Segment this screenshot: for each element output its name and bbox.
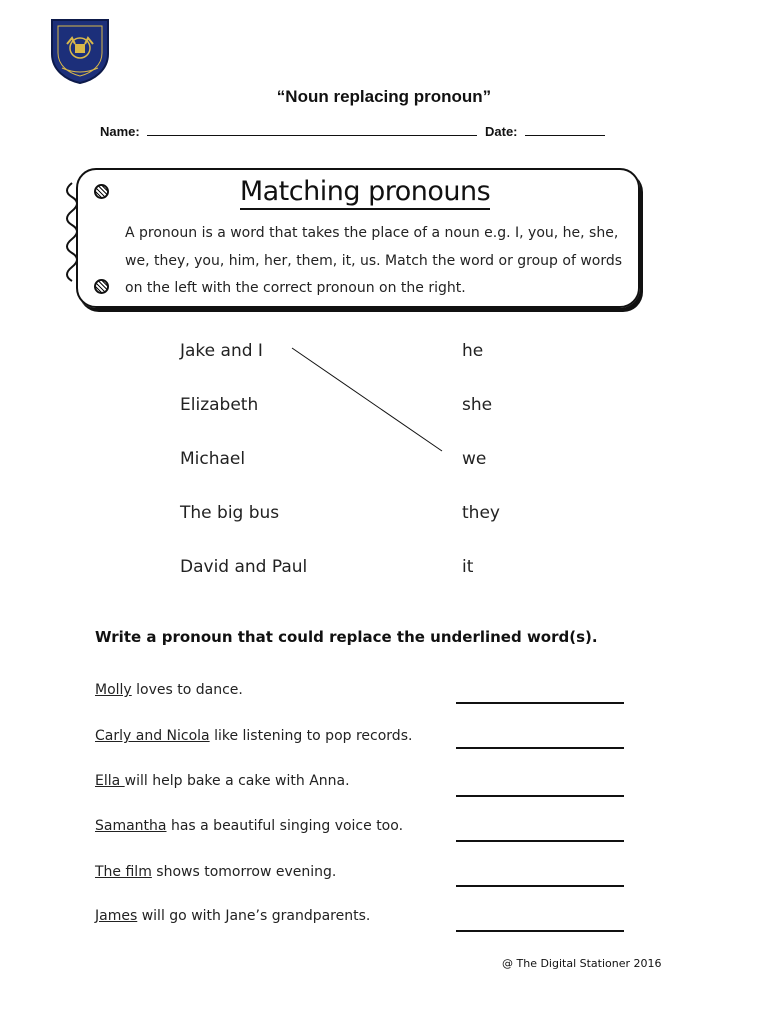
- sentence-rest: shows tomorrow evening.: [151, 864, 337, 880]
- exercise-instruction: Write a pronoun that could replace the underlined word(s).: [95, 628, 598, 646]
- name-label: Name:: [100, 124, 140, 139]
- match-left-item: Michael: [180, 449, 246, 469]
- copyright-credit: @ The Digital Stationer 2016: [502, 957, 662, 970]
- exercise-sentence: [95, 773, 350, 789]
- exercise-sentence: [95, 864, 336, 880]
- sentence-rest: like listening to pop records.: [209, 728, 413, 744]
- exercise-sentence: [95, 818, 403, 834]
- exercise-sentence: [95, 682, 243, 698]
- answer-line[interactable]: [456, 795, 624, 797]
- match-right-item: he: [462, 341, 484, 361]
- answer-line[interactable]: [456, 702, 624, 704]
- underlined-noun: The film: [95, 864, 152, 880]
- underlined-noun: James: [95, 908, 138, 924]
- match-right-item: we: [462, 449, 487, 469]
- card-body-text: A pronoun is a word that takes the place of a noun e.g. I, you, he, she, we, they, you, him, her, them, it, us. Match the word or group of words on the left with the correct pronoun on the right.: [125, 225, 623, 296]
- date-label: Date:: [485, 124, 518, 139]
- exercise-sentence: [95, 908, 370, 924]
- answer-line[interactable]: [456, 930, 624, 932]
- card-title-text: Matching pronouns: [240, 176, 490, 210]
- sentence-rest: will help bake a cake with Anna.: [124, 773, 350, 789]
- match-right-item: she: [462, 395, 493, 415]
- answer-line[interactable]: [456, 747, 624, 749]
- exercise-sentence: [95, 728, 412, 744]
- answer-line[interactable]: [456, 840, 624, 842]
- sentence-rest: loves to dance.: [131, 682, 243, 698]
- worksheet-title: “Noun replacing pronoun”: [276, 87, 492, 106]
- match-left-item: The big bus: [180, 503, 280, 523]
- match-left-item: Jake and I: [180, 341, 263, 361]
- underlined-noun: Ella: [95, 773, 125, 789]
- underlined-noun: Carly and Nicola: [95, 728, 210, 744]
- sentence-rest: will go with Jane’s grandparents.: [137, 908, 371, 924]
- match-right-item: it: [462, 557, 474, 577]
- underlined-noun: Molly: [95, 682, 132, 698]
- underlined-noun: Samantha: [95, 818, 167, 834]
- match-left-item: Elizabeth: [180, 395, 259, 415]
- match-right-item: they: [462, 503, 500, 523]
- match-left-item: David and Paul: [180, 557, 308, 577]
- sentence-rest: has a beautiful singing voice too.: [166, 818, 404, 834]
- answer-line[interactable]: [456, 885, 624, 887]
